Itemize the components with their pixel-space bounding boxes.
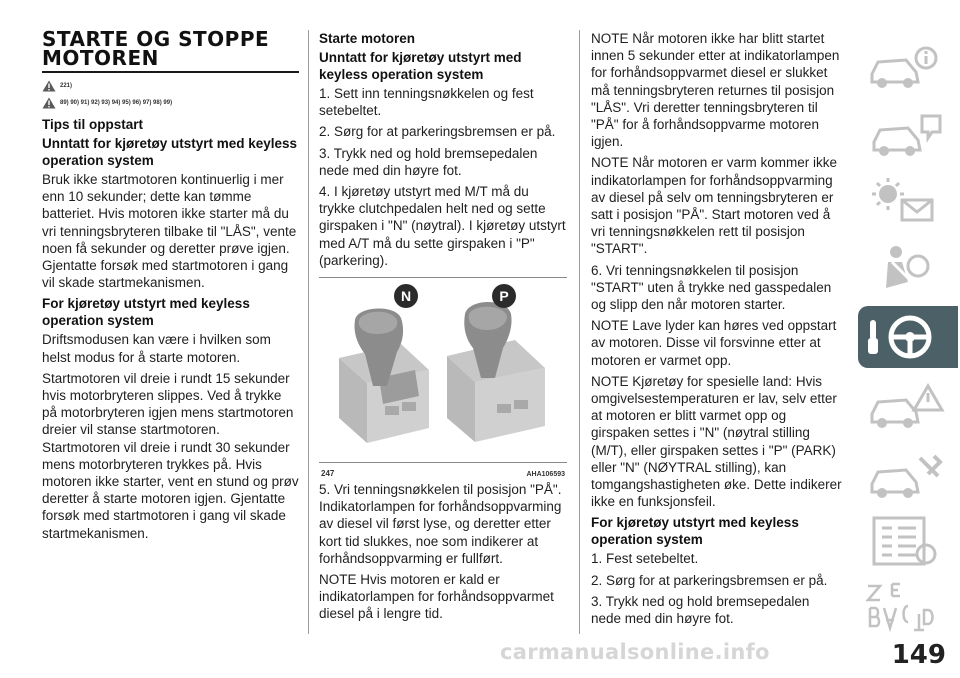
heading-tips: Tips til oppstart [42, 117, 144, 132]
sidebar-tab-car-info[interactable] [858, 36, 958, 98]
steering-key-icon [858, 306, 958, 368]
step: 6. Vri tenningsnøkkelen til posisjon "START" uten å trykke ned gasspedalen og slipp den når motoren starter. [591, 262, 832, 313]
alphabet-index-icon [858, 578, 958, 640]
section-title: STARTE OG STOPPE MOTOREN [42, 27, 270, 70]
specs-list-icon [858, 510, 958, 572]
n-label: N [400, 288, 412, 305]
car-controls-icon [858, 102, 958, 164]
column-2 [319, 30, 567, 627]
sidebar-tab-warning-lights[interactable] [858, 170, 958, 232]
gear-shift-figure [319, 277, 567, 479]
step: 3. Trykk ned og hold bremsepedalen nede med din høyre fot. [591, 593, 810, 627]
warning-ref-row: 89) 90) 91) 92) 93) 94) 95) 96) 97) 98) 99) [42, 96, 299, 110]
warning-lights-icon [858, 170, 958, 232]
step: 2. Sørg for at parkeringsbremsen er på. [591, 572, 828, 588]
step: 4. I kjøretøy utstyrt med M/T må du trykke clutchpedalen helt ned og sette girspaken i "N" (nøytral). I kjøretøy utstyrt med A/T må du sette girspaken i "P" (parkering). [319, 184, 566, 268]
note: NOTE Hvis motoren er kald er indikatorlampen for forhåndsoppvarmet diesel på i lengre tid. [319, 572, 554, 622]
warning-ref-row: 221) [42, 79, 299, 93]
sidebar-tab-specs[interactable] [858, 510, 958, 572]
step: 3. Trykk ned og hold bremsepedalen nede med din høyre fot. [319, 145, 538, 178]
step: 2. Sørg for at parkeringsbremsen er på. [319, 124, 556, 140]
paragraph: Driftsmodusen kan være i hvilken som helst modus for å starte motoren. [42, 332, 271, 365]
sidebar-tab-maintenance[interactable] [858, 444, 958, 506]
heading-no-keyless: Unntatt for kjøretøy utstyrt med keyless operation system [319, 50, 522, 82]
sidebar-tab-emergency[interactable] [858, 374, 958, 436]
note: NOTE Når motoren er varm kommer ikke indikatorlampen for forhåndsoppvarming av diesel på selv om tenningsbryteren er satt i posisjon "PÅ". Start motoren ved å vri tenningsnøkkelen rett til posisjon "START". [591, 155, 838, 257]
paragraph: Startmotoren vil dreie i rundt 15 sekunder hvis motorbryteren slippes. Ved å trykke på motorbryteren igjen mens startmotoren dreier vil stanse startmotoren. Startmotoren vil dreie i rundt 30 sekunder mens motorbryteren trykkes på. Hvis motoren ikke starter, vent en stund og prøv deretter å starte motoren igjen. Gjentatte forsøk med startmotoren i gang vil skade startmekanismen. [42, 370, 299, 541]
figure-number: 247 [321, 469, 335, 479]
heading-no-keyless: Unntatt for kjøretøy utstyrt med keyless operation system [42, 136, 298, 168]
sidebar-tab-starting-driving[interactable] [858, 306, 958, 368]
warning-triangle-icon [42, 97, 56, 109]
heading-keyless: For kjøretøy utstyrt med keyless operation system [42, 296, 250, 329]
car-maintenance-icon [858, 444, 958, 506]
column-divider [579, 30, 580, 634]
note: NOTE Kjøretøy for spesielle land: Hvis omgivelsestemperaturen er lav, selv etter at motoren er blitt varmet opp og girspaken settes i "N" (nøytral stilling (M/T), eller girspaken settes i "P" (PARK) eller "N" (NØYTRAL stilling), kan tomgangshastigheten øke. Dette indikerer ikke en funksjonsfeil. [591, 373, 842, 510]
step: 1. Fest setebeltet. [591, 551, 699, 567]
lever-n [339, 308, 429, 443]
step: 1. Sett inn tenningsnøkkelen og fest setebeltet. [319, 86, 534, 119]
watermark: carmanualsonline.info [500, 640, 770, 664]
note: NOTE Når motoren ikke har blitt startet innen 5 sekunder etter at indikatorlampen for forhåndsoppvarmet diesel er slukket må tenningsbryteren returnes til posisjon "LÅS". Vri deretter tenningsbryteren til "PÅ" for å forhåndsoppvarme motoren igjen. [591, 31, 840, 150]
page-number: 149 [891, 640, 946, 670]
airbag-safety-icon [858, 238, 958, 300]
step: 5. Vri tenningsnøkkelen til posisjon "PÅ". Indikatorlampen for forhåndsoppvarming av diesel vil først lyse, og deretter etter kort tid slukkes, noe som indikerer at forhåndsoppvarming er fullført. [319, 482, 562, 566]
sidebar-tab-safety[interactable] [858, 238, 958, 300]
sidebar-tab-controls[interactable] [858, 102, 958, 164]
heading-keyless: For kjøretøy utstyrt med keyless operation system [591, 515, 799, 548]
car-emergency-icon [858, 374, 958, 436]
title-rule [42, 71, 299, 73]
column-1 [42, 27, 299, 546]
gear-lever-illustration [319, 278, 567, 464]
car-info-icon [858, 36, 958, 98]
lever-p [447, 302, 545, 442]
warning-triangle-icon [42, 80, 56, 92]
paragraph: Bruk ikke startmotoren kontinuerlig i mer enn 10 sekunder; dette kan tømme batteriet. Hvis motoren ikke starter må du vri tenningsbryteren tilbake til "LÅS", vente noen få sekunder og deretter prøve igjen. Gjentatte forsøk med startmotoren i gang vil skade startmekanismen. [42, 172, 297, 291]
figure-code: AHA106593 [526, 471, 565, 479]
heading-start-engine: Starte motoren [319, 31, 416, 46]
p-label: P [499, 288, 509, 305]
column-3 [591, 30, 843, 631]
column-divider [308, 30, 309, 634]
note: NOTE Lave lyder kan høres ved oppstart av motoren. Disse vil forsvinne etter at motoren er varmet opp. [591, 318, 837, 368]
chapter-sidebar [856, 30, 960, 634]
sidebar-tab-index[interactable] [858, 578, 958, 640]
